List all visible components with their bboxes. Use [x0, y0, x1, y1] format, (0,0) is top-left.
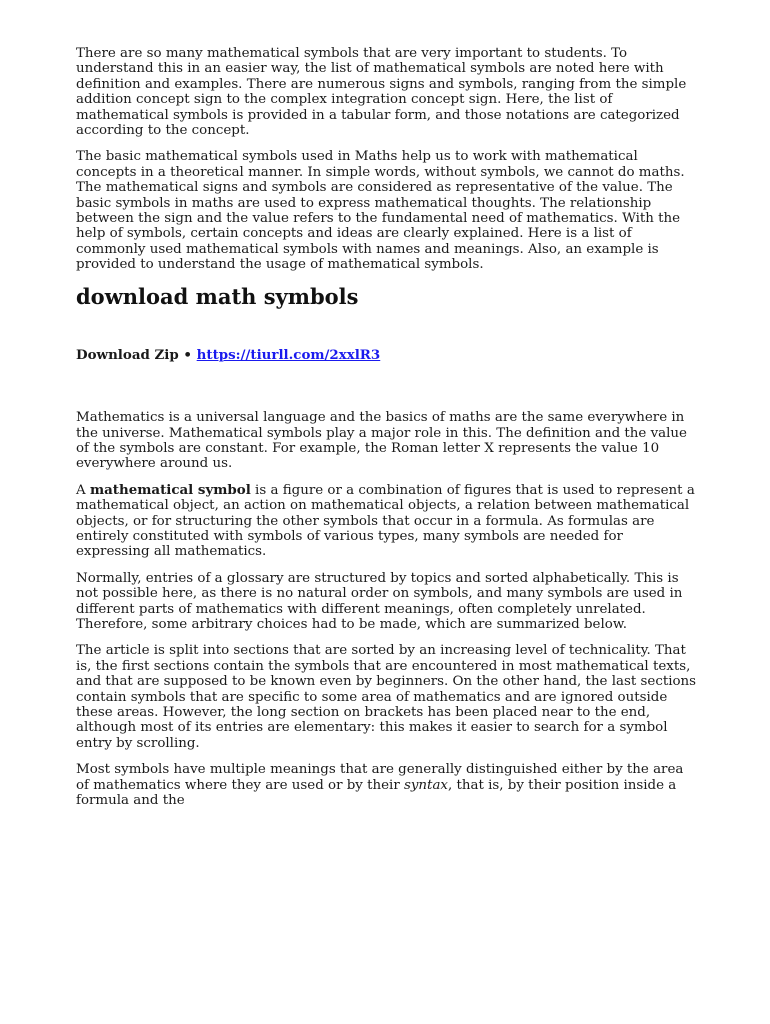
body-paragraph-glossary: Normally, entries of a glossary are structured by topics and sorted alphabetically. This is not possible here, as there is no natural order on symbols, and many symbols are used in different parts of mathematics with different meanings, often completely unrelated. Therefore, some arbitrary choices had to be made, which are summarized below. [76, 570, 683, 632]
body-paragraph-definition [76, 483, 700, 560]
download-line [76, 348, 700, 363]
body-paragraph-sections: The article is split into sections that are sorted by an increasing level of technicality. That is, the first sections contain the symbols that are encountered in most mathematical texts, and that are supposed to be known even by beginners. On the other hand, the last sections contain symbols that are specific to some area of mathematics and are ignored outside these areas. However, the long section on brackets has been placed near to the end, although most of its entries are elementary: this makes it easier to search for a symbol entry by scrolling. [76, 643, 697, 751]
definition-prefix: A [76, 482, 90, 498]
meanings-prefix: Most symbols have multiple meanings that are generally distinguished either by the area of mathematics where they are used or by their [76, 762, 684, 793]
definition-term: mathematical symbol [89, 481, 251, 498]
download-link[interactable]: https://tiurll.com/2xxlR3 [196, 346, 381, 363]
intro-paragraph-1: There are so many mathematical symbols that are very important to students. To understand this in an easier way, the list of mathematical symbols are noted here with definition and examples. There are numerous signs and symbols, ranging from the simple addition concept sign to the complex integration concept sign. Here, the list of mathematical symbols is provided in a tabular form, and those notations are categorized according to the concept. [76, 46, 687, 139]
document-page [76, 46, 700, 819]
body-paragraph-universal-language: Mathematics is a universal language and the basics of maths are the same everywhere in the universe. Mathematical symbols play a major role in this. The definition and the value of the symbols are constant. For example, the Roman letter X represents the value 10 everywhere around us. [76, 410, 687, 472]
download-label: Download Zip • [76, 346, 192, 363]
meanings-rest: , that is, by their position inside a formula and the [76, 777, 677, 809]
body-paragraph-meanings [76, 762, 700, 808]
syntax-term: syntax [404, 777, 448, 793]
definition-text: is a figure or a combination of figures that is used to represent a mathematical object, an action on mathematical objects, a relation between mathematical objects, or for structuring the other symbols that occur in a formula. As formulas are entirely constituted with symbols of various types, many symbols are needed for expressing all mathematics. [76, 482, 695, 560]
intro-paragraph-2: The basic mathematical symbols used in Maths help us to work with mathematical concepts in a theoretical manner. In simple words, without symbols, we cannot do maths. The mathematical signs and symbols are considered as representative of the value. The basic symbols in maths are used to express mathematical thoughts. The relationship between the sign and the value refers to the fundamental need of mathematics. With the help of symbols, certain concepts and ideas are clearly explained. Here is a list of commonly used mathematical symbols with names and meanings. Also, an example is provided to understand the usage of mathematical symbols. [76, 149, 685, 273]
page-heading: download math symbols [76, 283, 359, 309]
spacer [76, 363, 700, 410]
